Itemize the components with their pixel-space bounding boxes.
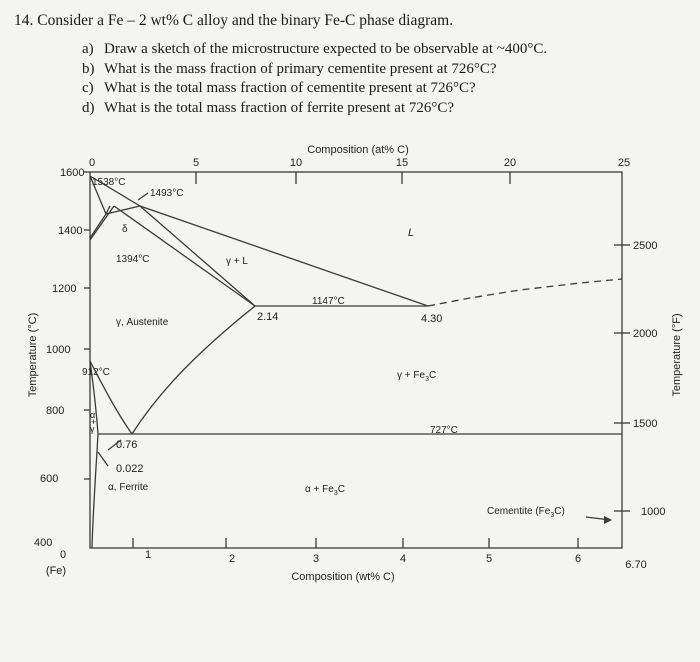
bottom-origin-label: (Fe) bbox=[45, 565, 67, 577]
top-tick-label: 5 bbox=[192, 157, 200, 169]
left-tick-label: 800 bbox=[46, 405, 65, 417]
bottom-tick-label: 6 bbox=[574, 553, 582, 565]
right-tick-label: 2500 bbox=[633, 240, 658, 252]
label-liquid: L bbox=[408, 227, 415, 239]
label-912: 912°C bbox=[82, 367, 110, 378]
part-letter: a) bbox=[82, 41, 94, 57]
bottom-axis-title: Composition (wt% C) bbox=[291, 571, 395, 583]
liquidus-hypereutectic-left bbox=[140, 206, 428, 306]
label-ferrite: α, Ferrite bbox=[108, 482, 149, 493]
label-delta: δ bbox=[122, 224, 128, 235]
label-alpha-gamma-p: + bbox=[91, 417, 97, 427]
label-430: 4.30 bbox=[421, 313, 443, 325]
label-cementite: Cementite $(Fe_3C)$ bbox=[487, 506, 565, 519]
right-tick-label: 1000 bbox=[641, 506, 666, 518]
label-214: 2.14 bbox=[257, 311, 279, 323]
left-axis-title: Temperature (°C) bbox=[27, 312, 39, 398]
part-letter: b) bbox=[82, 60, 95, 77]
leader-0022 bbox=[98, 452, 108, 466]
bottom-tick-label: 3 bbox=[312, 553, 320, 565]
left-tick-label: 1600 bbox=[60, 167, 85, 179]
label-gamma-liquid: γ + L bbox=[226, 256, 248, 267]
bottom-tick-label: 0 bbox=[59, 549, 67, 561]
top-tick-label: 25 bbox=[617, 157, 631, 169]
liquidus-cementite-dashed bbox=[428, 279, 622, 306]
right-axis-title: Temperature (°F) bbox=[671, 313, 683, 397]
top-tick-label: 0 bbox=[88, 157, 96, 169]
part-text: Draw a sketch of the microstructure expected to be observable at ~400°C. bbox=[104, 41, 548, 57]
bottom-tick-label: 5 bbox=[485, 553, 493, 565]
part-text: What is the total mass fraction of cementite present at 726°C? bbox=[104, 80, 476, 96]
alpha-solvus bbox=[92, 434, 98, 548]
top-tick-label: 15 bbox=[395, 157, 409, 169]
left-tick-label: 1200 bbox=[52, 283, 77, 295]
bottom-tick-label: 1 bbox=[144, 549, 152, 561]
delta-gamma-boundary-2 bbox=[90, 206, 114, 240]
part-text: What is the total mass fraction of ferrite present at 726°C? bbox=[104, 99, 455, 116]
label-1493: 1493°C bbox=[150, 188, 184, 199]
leader-1493 bbox=[138, 193, 148, 200]
top-tick-label: 10 bbox=[289, 157, 303, 169]
label-austenite: γ, Austenite bbox=[116, 317, 169, 328]
bottom-tick-label: 6.70 bbox=[625, 559, 647, 571]
bottom-tick-label: 2 bbox=[228, 553, 236, 565]
top-tick-label: 20 bbox=[503, 157, 517, 169]
top-axis-title: Composition (at% C) bbox=[307, 144, 409, 156]
right-tick-label: 2000 bbox=[633, 328, 658, 340]
label-1147: 1147°C bbox=[312, 296, 345, 307]
left-tick-label: 600 bbox=[40, 473, 59, 485]
label-1538: 1538°C bbox=[92, 177, 126, 188]
label-alpha-cementite: $\alpha + Fe_3C$ bbox=[305, 484, 345, 497]
part-text: What is the mass fraction of primary cementite present at 726°C? bbox=[104, 60, 497, 77]
bottom-tick-label: 4 bbox=[399, 553, 407, 565]
part-letter: d) bbox=[82, 99, 95, 116]
cementite-arrow bbox=[604, 516, 612, 524]
left-tick-label: 400 bbox=[34, 537, 53, 549]
label-alpha-gamma-g: γ bbox=[90, 424, 95, 434]
label-1394: 1394°C bbox=[116, 254, 150, 265]
label-076: 0.76 bbox=[116, 439, 138, 451]
plot-frame bbox=[90, 172, 622, 548]
right-tick-label: 1500 bbox=[633, 418, 658, 430]
label-gamma-cementite: $\gamma + Fe_3C$ bbox=[397, 370, 437, 383]
label-727: 727°C bbox=[430, 425, 458, 436]
part-letter: c) bbox=[82, 80, 94, 96]
left-tick-label: 1400 bbox=[58, 225, 83, 237]
label-0022: 0.022 bbox=[116, 463, 144, 475]
left-tick-label: 1000 bbox=[46, 344, 71, 356]
label-alpha-gamma-a: α bbox=[90, 410, 96, 420]
question-title: 14. Consider a Fe – 2 wt% C alloy and the binary Fe-C phase diagram. bbox=[14, 12, 454, 29]
delta-gamma-boundary bbox=[90, 214, 106, 238]
